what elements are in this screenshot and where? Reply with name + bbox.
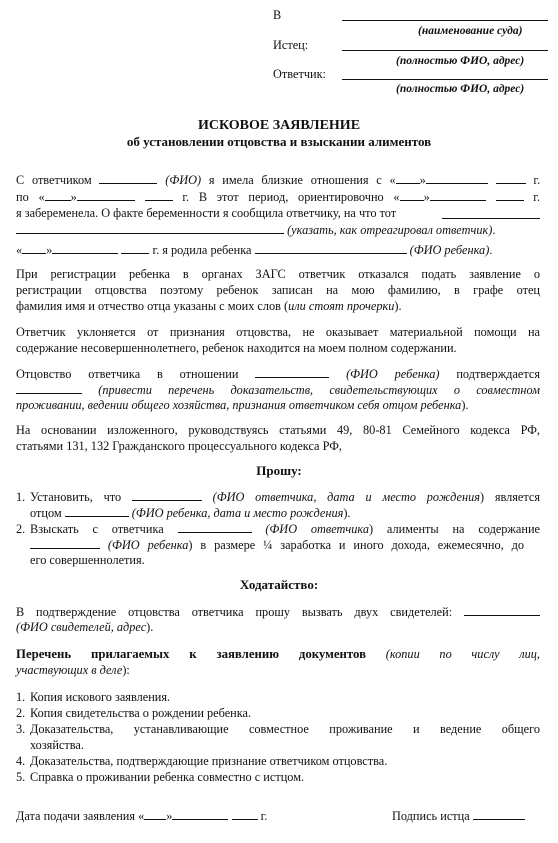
request-heading: Прошу: — [256, 463, 302, 478]
attachment-item: 4. Доказательства, подтверждающие признание ответчиком отцовства. — [16, 754, 388, 768]
p5-line2: (привести перечень доказательств, свидетельствующих о совместном — [16, 382, 540, 398]
motion-heading: Ходатайство: — [239, 577, 319, 592]
p4-line1: Ответчик уклоняется от признания отцовства, не оказывает материальной помощи на — [16, 325, 540, 339]
attachments-heading: Перечень прилагаемых к заявлению документов (копии по числу лиц, — [16, 647, 540, 661]
request-1-line2: отцом (ФИО ребенка, дата и место рождения). — [30, 506, 351, 520]
p6-line1: На основании изложенного, руководствуясь статьями 49, 80-81 Семейного кодекса РФ, — [16, 423, 540, 437]
attachment-item: 1. Копия искового заявления. — [16, 690, 171, 704]
p1-line1: С ответчиком (ФИО) я имела близкие отношения с « » г. — [16, 173, 541, 187]
plaintiff-note: (полностью ФИО, адрес) — [396, 55, 525, 67]
motion-line2: (ФИО свидетелей, адрес). — [16, 620, 154, 634]
defendant-line — [342, 79, 548, 80]
plaintiff-label: Истец: — [273, 38, 309, 52]
plaintiff-signature: Подпись истца — [392, 808, 525, 824]
attachment-item: 3. Доказательства, устанавливающие совместное проживание и ведение общего — [16, 722, 540, 736]
filing-date: Дата подачи заявления « » г. — [16, 809, 268, 823]
attachment-item-cont: хозяйства. — [30, 738, 84, 752]
request-2-line3: его совершеннолетия. — [30, 553, 145, 567]
p5-line3: проживании, ведении общего хозяйства, признания ответчиком себя отцом ребенка). — [16, 398, 469, 412]
p1-line4: (указать, как отреагировал ответчик). — [16, 222, 495, 238]
attachment-item: 5. Справка о проживании ребенка совместно с истцом. — [16, 770, 305, 784]
defendant-note: (полностью ФИО, адрес) — [396, 83, 525, 95]
motion-line1: В подтверждение отцовства ответчика прошу вызвать двух свидетелей: — [16, 604, 540, 620]
p5-line1: Отцовство ответчика в отношении (ФИО ребенка) подтверждается — [16, 367, 540, 381]
p4-line2: содержание несовершеннолетнего, ребенок находится на моем полном содержании. — [16, 341, 457, 355]
header-to-label: В — [273, 8, 282, 22]
defendant-label: Ответчик: — [273, 67, 326, 81]
p3-line2: регистрации отцовства поэтому ребенок записан на мою фамилию, в графе отец — [16, 283, 540, 297]
attachment-item: 2. Копия свидетельства о рождении ребенка. — [16, 706, 252, 720]
p1-line3-blank — [442, 218, 540, 219]
court-name-note: (наименование суда) — [418, 25, 523, 37]
court-name-line — [342, 20, 548, 21]
request-2-line1: 2. Взыскать с ответчика (ФИО ответчика) алименты на содержание — [16, 522, 541, 536]
p1-line3: я забеременела. О факте беременности я сообщила ответчику, на что тот — [16, 206, 397, 220]
request-1-line1: 1. Установить, что (ФИО ответчика, дата и место рождения) является — [16, 490, 541, 504]
request-2-line2: (ФИО ребенка) в размере ¼ заработка и иного дохода, ежемесячно, до — [30, 537, 524, 553]
plaintiff-line — [342, 50, 548, 51]
p1-line2: по « » г. В этот период, ориентировочно « » г. — [16, 190, 541, 204]
document-title: ИСКОВОЕ ЗАЯВЛЕНИЕ — [197, 118, 361, 133]
p6-line2: статьями 131, 132 Гражданского процессуального кодекса РФ, — [16, 439, 343, 453]
document-subtitle: об установлении отцовства и взыскании алиментов — [126, 134, 432, 149]
attachments-heading-cont: участвующих в деле): — [16, 663, 130, 677]
p3-line3: фамилия имя и отчество отца указаны с моих слов (или стоят прочерки). — [16, 299, 402, 313]
p2-line: « » г. я родила ребенка (ФИО ребенка). — [16, 243, 493, 257]
p3-line1: При регистрации ребенка в органах ЗАГС ответчик отказался подать заявление о — [16, 267, 540, 281]
